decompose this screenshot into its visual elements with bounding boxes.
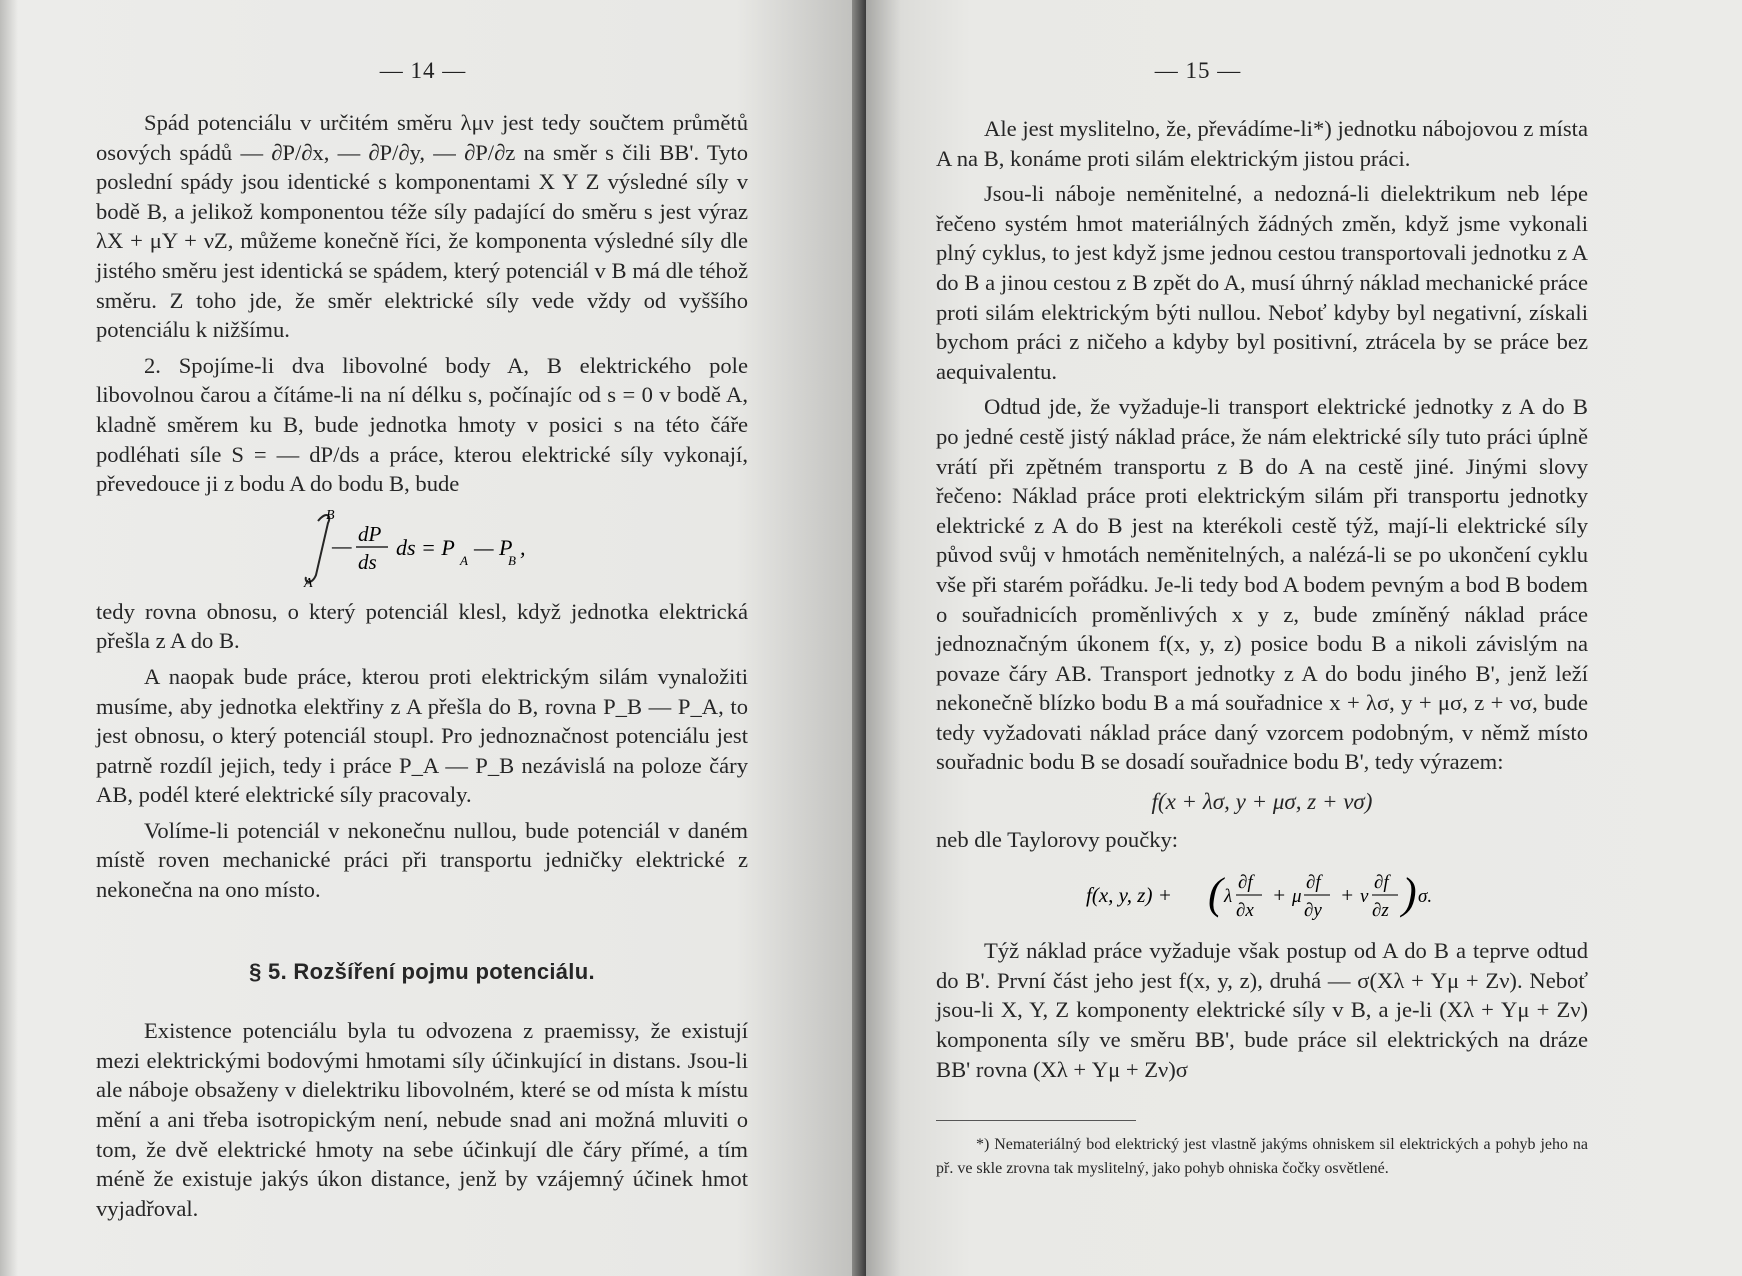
integral-lower-limit: A [304,575,313,589]
svg-text:—: — [332,532,352,558]
left-text-column [96,108,748,1223]
footnote: *) Nemateriálný bod elektrický jest vlastně jakýms ohniskem sil elektrických a pohyb jeho na př. ve skle zrovna tak myslitelný, jako pohyb ohniska čočky osvětlené. [936,1136,1588,1178]
taylor-equation [936,864,1588,928]
coef-nu: ν [1360,886,1369,908]
partial-numerator: ∂f [1306,872,1321,894]
page-edge-shadow [0,0,18,1276]
right-page [866,0,1742,1276]
svg-text:+: + [1340,883,1355,908]
right-text-column [936,114,1588,1181]
fraction-denominator: ds [358,549,377,574]
partial-denominator: ∂z [1372,900,1389,922]
paragraph: Spád potenciálu v určitém směru λμν jest tedy součtem průmětů osových spádů — ∂P/∂x, — ∂P/∂y, — ∂P/∂z na směr s čili BB'. Tyto poslední spády jsou identické s komponentami X Y Z výsledné síly v bodě B, a jelikož komponentou téže síly padající do směru s jest výraz λX + μY + νZ, můžeme konečně říci, že komponenta výsledné síly dle jistého směru jest identická se spádem, který potenciál v B má dle téhož směru. Z toho jde, že směr elektrické síly vede vždy od vyššího potenciálu k nižšímu. [96,110,748,343]
partial-numerator: ∂f [1374,872,1389,894]
integral-equation [96,509,748,589]
paragraph: Volíme-li potenciál v nekonečnu nullou, bude potenciál v daném místě roven mechanické práci při transportu jedničky elektrické z nekonečna na ono místo. [96,817,748,903]
integral-formula [296,509,596,589]
paragraph: Jsou-li náboje neměnitelné, a nedozná-li dielektrikum neb lépe řečeno systém hmot materiálných žádných změn, když jsme vykonali plný cyklus, to jest když jsme jednou cestou transportovali jednotku z A do B a jinou cestou z B zpět do A, musí úhrný náklad mechanické práce proti silám elektrickým býti nullou. Neboť kdyby byl negativní, získali bychom práci z ničeho a kdyby byl positivní, ztrácela by se práce bez aequivalentu. [936,181,1588,384]
shifted-function-equation: f(x + λσ, y + μσ, z + νσ) [1151,789,1373,815]
svg-text:+: + [1272,883,1287,908]
subscript-b: B [508,552,516,568]
page-number: — 15 — [1154,58,1242,83]
svg-text:(: ( [1208,869,1223,919]
equation-minus-term: — P [474,534,513,560]
fraction-numerator: dP [358,521,382,546]
footnote-divider [936,1120,1136,1121]
coef-mu: μ [1292,886,1302,908]
taylor-formula [1086,864,1506,928]
paragraph: neb dle Taylorovy poučky: [936,826,1179,852]
paragraph: 2. Spojíme-li dva libovolné body A, B elektrického pole libovolnou čarou a čítáme-li na ní délku s, počínajíc od s = 0 v bodě A, kladně směrem ku B, bude jednotka hmoty v posici s na této čáře podléhati síle S = — dP/ds a práce, kterou elektrické síly vykonají, převedouce ji z bodu A do bodu B, bude [96,352,748,497]
equation-comma: , [520,534,526,560]
paragraph: A naopak bude práce, kterou proti elektrickým silám vynaložiti musíme, aby jednotka elektřiny z A přešla do B, rovna P_B — P_A, to jest obnosu, o který potenciál stoupl. Pro jednoznačnost potenciálu jest patrně rozdíl jejich, tedy i práce P_A — P_B nezávislá na poloze čáry AB, podél které elektrické síly pracovaly. [96,663,748,808]
left-page [0,0,866,1276]
integral-upper-limit: B [326,508,335,523]
paragraph: Odtud jde, že vyžaduje-li transport elektrické jednotky z A do B po jedné cestě jistý náklad práce, že nám elektrické síly tuto práci úplně vrátí při zpětném transportu z B do A na cestě jiné. Jinými slovy řečeno: Náklad práce proti elektrickým silám při transportu jednotky elektrické z A do B jest na kterékoli cestě týž, mají-li elektrické síly původ svůj v hmotách neměnitelných, a nalézá-li se po ukončení cyklu vše při starém pořádku. Je-li tedy bod A bodem pevným a bod B bodem o souřadnicích proměnlivých x y z, bude zmíněný náklad práce jednoznačným úkonem f(x, y, z) posice bodu B a nikoli závislým na povaze čáry AB. Transport jednotky z A do bodu jiného B', jenž leží nekonečně blízko bodu B a má souřadnice x + λσ, y + μσ, z + νσ, bude tedy vyžadovati náklad práce daný vzorcem podobným, v němž místo souřadnic bodu B se dosadí souřadnice bodu B', tedy výrazem: [936,394,1588,775]
svg-text:): ) [1402,869,1417,919]
paragraph: Existence potenciálu byla tu odvozena z praemissy, že existují mezi elektrickými bodovými hmotami síly účinkující in distans. Jsou-li ale náboje obsaženy v dielektriku libovolném, které se od místa k místu mění a ani třeba isotropickým není, nebude snad ani možná mluviti o tom, že dvě elektrické hmoty na sebe účinkují dle čáry přímé, a tím méně že existuje jakýs úkon distance, jenž by vzájemný účinek hmot vyjadřoval. [96,1018,748,1221]
coef-lambda: λ [1224,886,1233,908]
paragraph: Týž náklad práce vyžaduje však postup od A do B a teprve odtud do B'. První část jeho jest f(x, y, z), druhá — σ(Xλ + Yμ + Zν). Neboť jsou-li X, Y, Z komponenty elektrické síly v B, a je-li (Xλ + Yμ + Zν) komponenta síly ve směru BB', bude práce sil elektrických na dráze BB' rovna (Xλ + Yμ + Zν)σ [936,938,1588,1082]
paragraph: tedy rovna obnosu, o který potenciál klesl, když jednotka elektrická přešla z A do B. [96,598,748,654]
partial-denominator: ∂y [1304,900,1322,922]
subscript-a: A [460,552,468,568]
section-heading: § 5. Rozšíření pojmu potenciálu. [249,958,595,984]
sigma-factor: σ. [1418,886,1433,908]
taylor-lhs: f(x, y, z) + [1086,883,1172,908]
equation-rhs: ds = P [396,534,455,560]
partial-denominator: ∂x [1236,900,1254,922]
page-number: — 14 — [379,58,467,83]
paragraph: Ale jest myslitelno, že, převádíme-li*) jednotku nábojovou z místa A na B, konáme proti silám elektrickým jistou práci. [936,116,1588,171]
partial-numerator: ∂f [1238,872,1253,894]
